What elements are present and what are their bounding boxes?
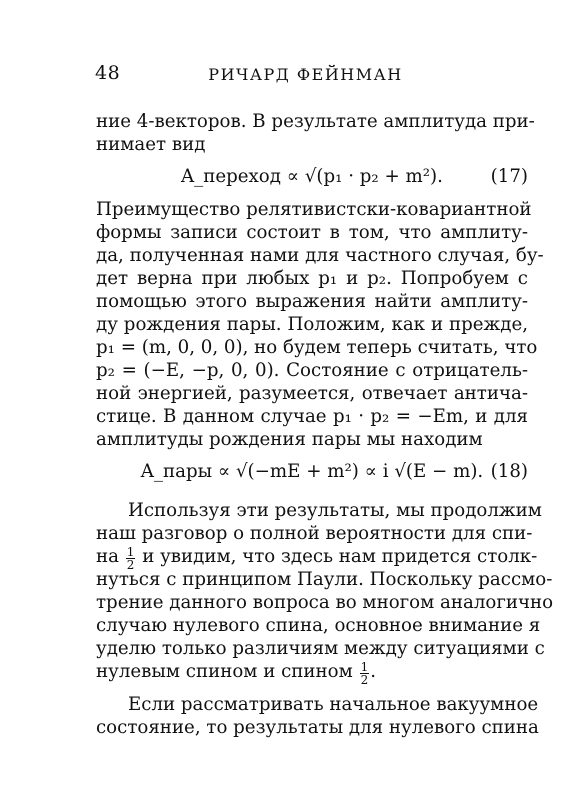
text-fragment: нулевым спином и спином bbox=[96, 661, 353, 682]
fraction-numerator: 1 bbox=[360, 660, 369, 674]
fraction-one-half bbox=[360, 661, 370, 686]
text-line: нуться с принципом Паули. Поскольку рассмо- bbox=[96, 569, 553, 590]
equation-18-number: (18) bbox=[490, 461, 528, 482]
equation-17-number: (17) bbox=[490, 166, 528, 187]
fraction-denominator: 2 bbox=[126, 558, 135, 572]
equation-17 bbox=[96, 156, 528, 198]
fraction-denominator: 2 bbox=[360, 673, 369, 687]
text-line: стице. В данном случае p₁ · p₂ = −Em, и для bbox=[96, 406, 528, 427]
page-header bbox=[0, 62, 571, 92]
text-line: ние 4-векторов. В результате амплитуда при- bbox=[96, 111, 535, 132]
text-line: p₁ = (m, 0, 0, 0), но будем теперь считать, что bbox=[96, 337, 538, 358]
equation-18 bbox=[96, 451, 528, 493]
text-line: нимает вид bbox=[96, 134, 206, 155]
text-line: Используя эти результаты, мы продолжим bbox=[128, 500, 542, 521]
text-line: амплитуды рождения пары мы находим bbox=[96, 429, 483, 450]
text-line: уделю только различиям между ситуациями с bbox=[96, 638, 545, 659]
text-line: состояние, то результаты для нулевого спина bbox=[96, 717, 539, 738]
text-line: Если рассматривать начальное вакуумное bbox=[128, 694, 539, 715]
equation-18-expression: A_пары ∝ √(−mE + m²) ∝ i √(E − m). bbox=[140, 461, 484, 482]
text-line: формы записи состоит в том, что амплиту- bbox=[96, 222, 528, 243]
text-line: помощью этого выражения найти амплиту- bbox=[96, 291, 528, 312]
text-line-with-fraction bbox=[96, 660, 528, 687]
text-fragment: на bbox=[96, 546, 119, 567]
text-line: ду рождения пары. Положим, как и прежде, bbox=[96, 314, 528, 335]
text-line: наш разговор о полной вероятности для спи- bbox=[96, 523, 533, 544]
text-line: случаю нулевого спина, основное внимание я bbox=[96, 615, 541, 636]
equation-17-expression: A_переход ∝ √(p₁ · p₂ + m²). bbox=[181, 166, 443, 187]
running-title: РИЧАРД ФЕЙНМАН bbox=[208, 65, 403, 84]
page-body bbox=[96, 110, 554, 739]
text-fragment: . bbox=[370, 661, 376, 682]
text-line: дет верна при любых p₁ и p₂. Попробуем с bbox=[96, 268, 528, 289]
text-line: Преимущество релятивистски-ковариантной bbox=[96, 199, 532, 220]
text-line: да, полученная нами для частного случая, бу- bbox=[96, 245, 544, 266]
text-line: p₂ = (−E, −p, 0, 0). Состояние с отрицатель- bbox=[96, 360, 528, 381]
text-line: трение данного вопроса во многом аналогично bbox=[96, 592, 554, 613]
text-fragment: и увидим, что здесь нам придется столк- bbox=[142, 546, 538, 567]
page-number: 48 bbox=[95, 62, 121, 84]
text-line-with-fraction bbox=[96, 545, 538, 572]
fraction-numerator: 1 bbox=[126, 545, 135, 559]
text-line: ной энергией, разумеется, отвечает антича- bbox=[96, 383, 528, 404]
